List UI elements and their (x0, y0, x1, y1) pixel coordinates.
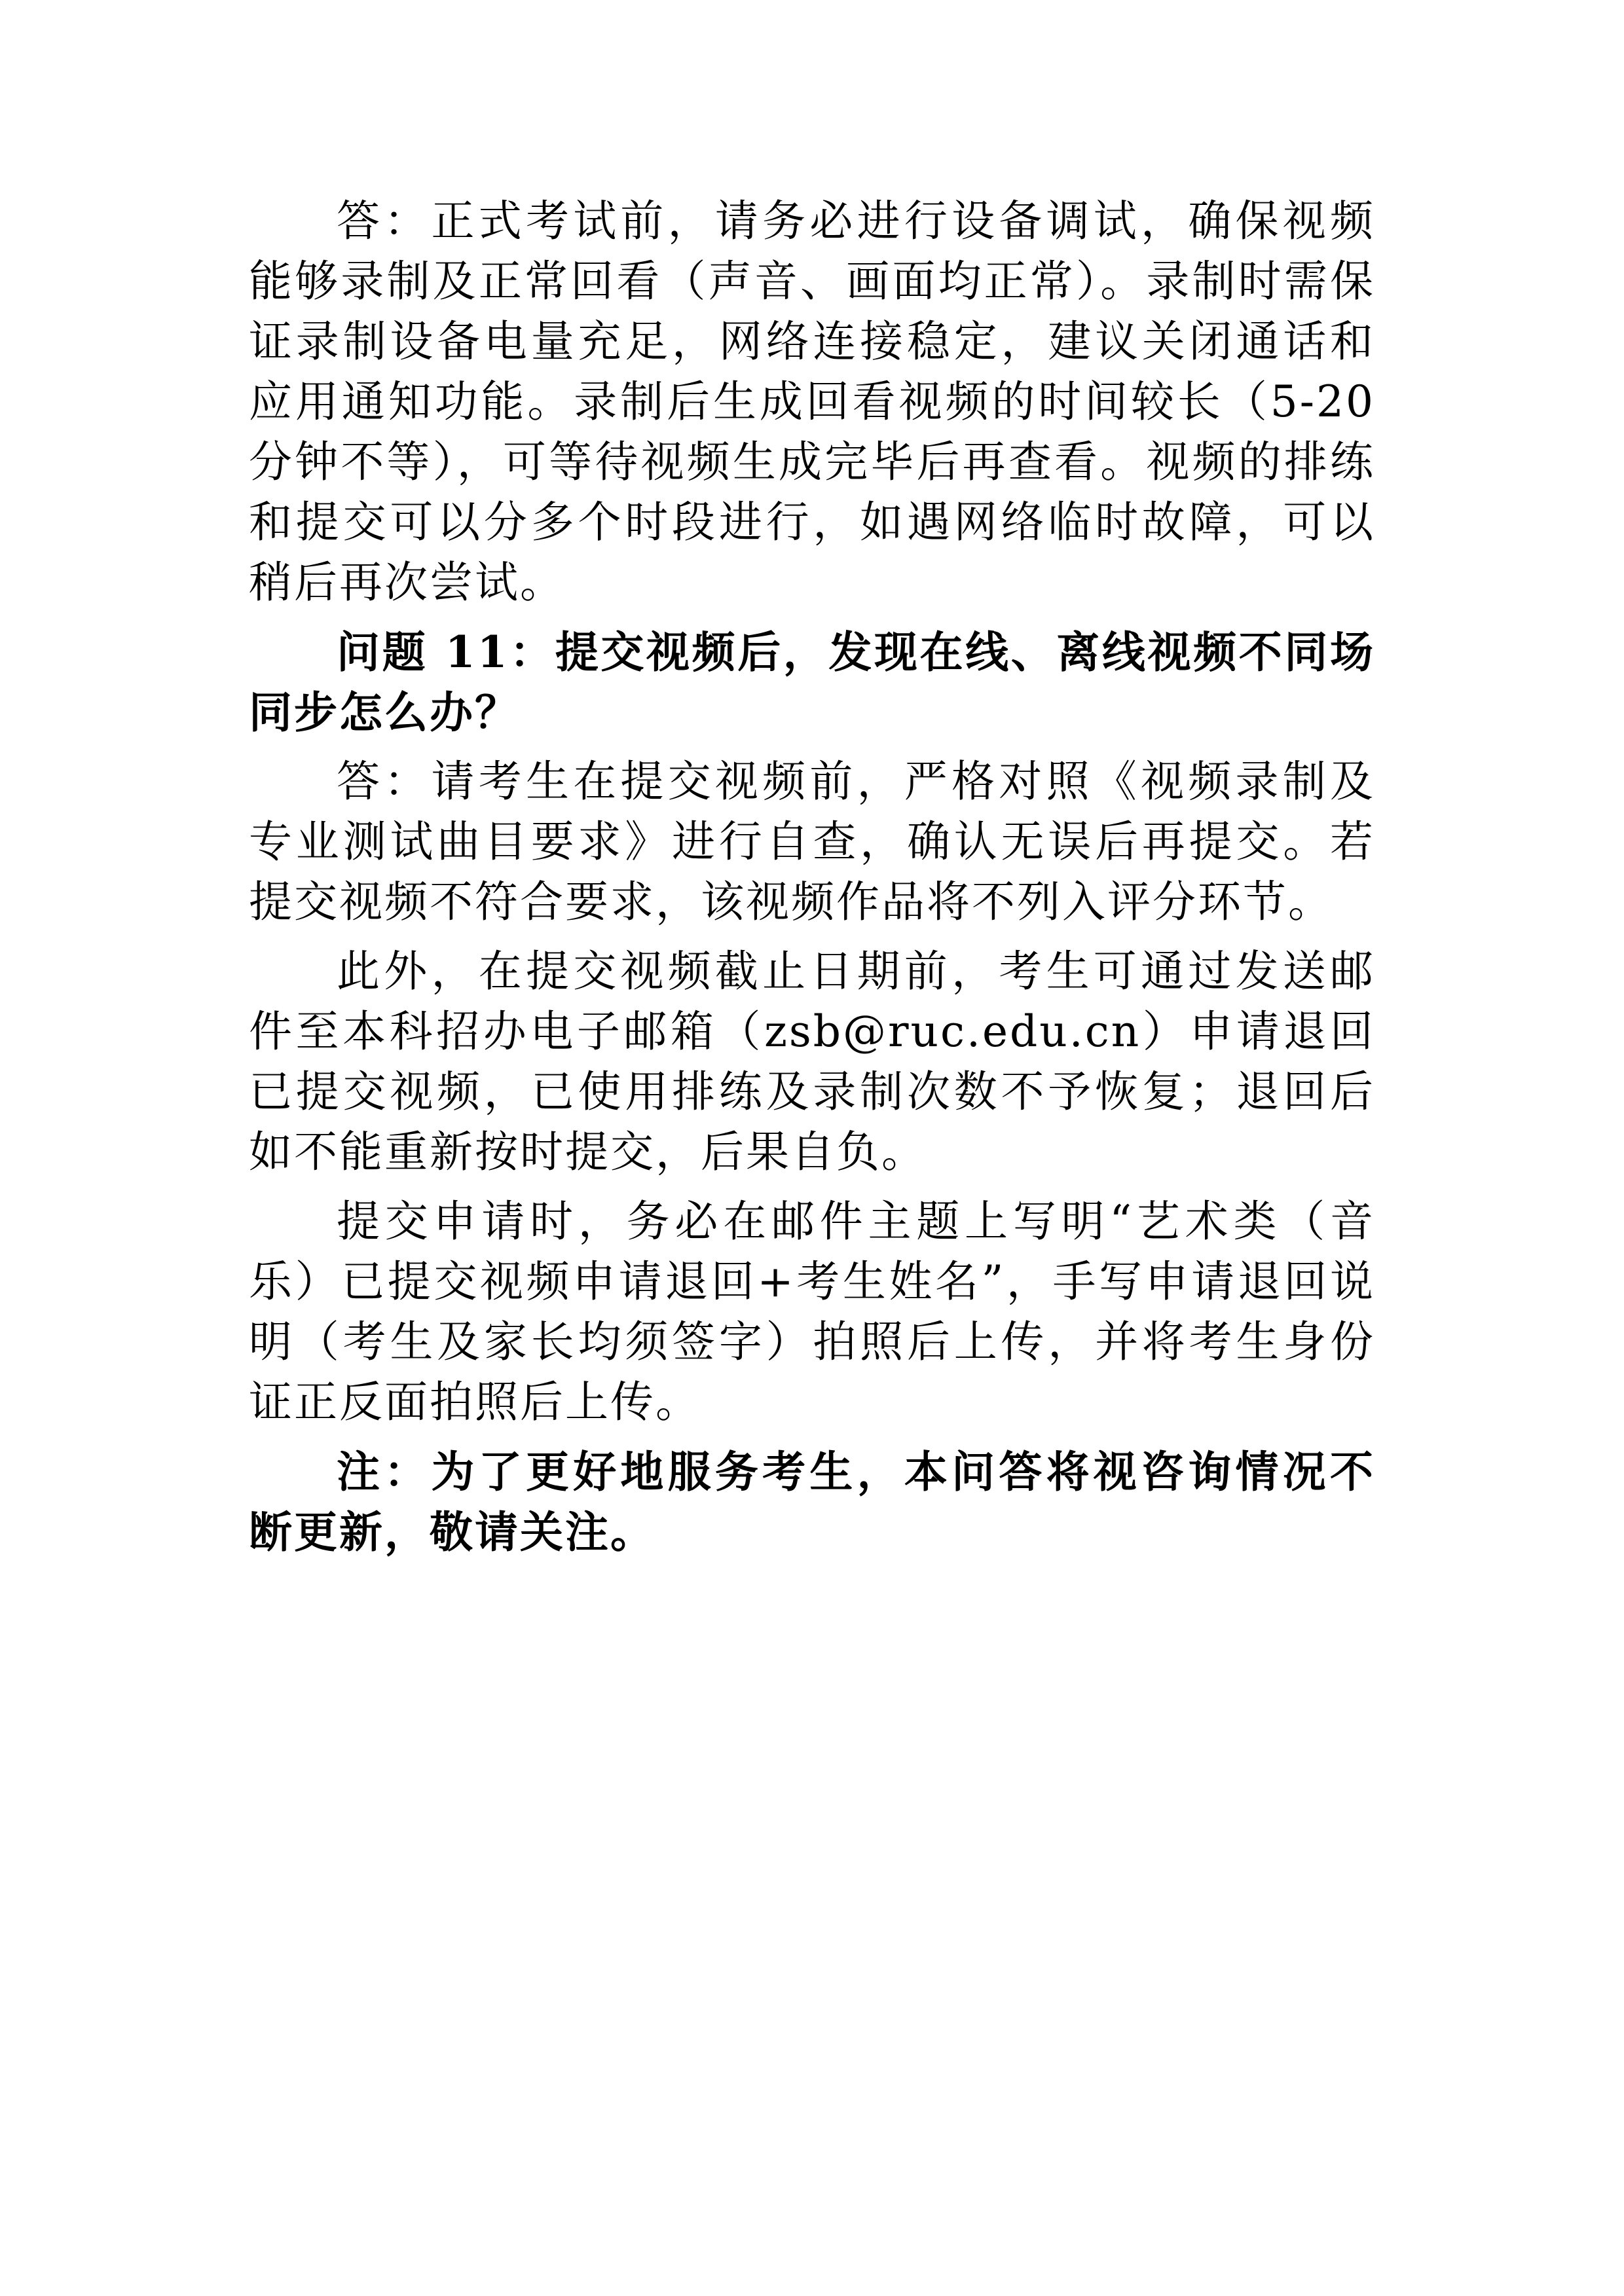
answer-paragraph-device-testing: 答：正式考试前，请务必进行设备调试，确保视频能够录制及正常回看（声音、画面均正常）。录制时需保证录制设备电量充足，网络连接稳定，建议关闭通话和应用通知功能。录制后生成回看视频的时间较长（5-20 分钟不等），可等待视频生成完毕后再查看。视频的排练和提交可以分多个时段进行，如遇网络临时故障，可以稍后再次尝试。 (249, 196, 1375, 608)
paragraph-withdraw-request: 此外，在提交视频截止日期前，考生可通过发送邮件至本科招办电子邮箱（zsb@ruc.edu.cn）申请退回已提交视频，已使用排练及录制次数不予恢复；退回后如不能重新按时提交，后果自负。 (249, 946, 1375, 1177)
question-11-heading: 问题 11：提交视频后，发现在线、离线视频不同场同步怎么办？ (249, 627, 1375, 738)
answer-paragraph-self-check: 答：请考生在提交视频前，严格对照《视频录制及专业测试曲目要求》进行自查，确认无误后再提交。若提交视频不符合要求，该视频作品将不列入评分环节。 (249, 756, 1375, 927)
document-body (249, 191, 1375, 1571)
paragraph-application-instructions: 提交申请时，务必在邮件主题上写明“艺术类（音乐）已提交视频申请退回+考生姓名”，手写申请退回说明（考生及家长均须签字）拍照后上传，并将考生身份证正反面拍照后上传。 (249, 1196, 1375, 1427)
note-paragraph: 注：为了更好地服务考生，本问答将视咨询情况不断更新，敬请关注。 (249, 1446, 1375, 1558)
